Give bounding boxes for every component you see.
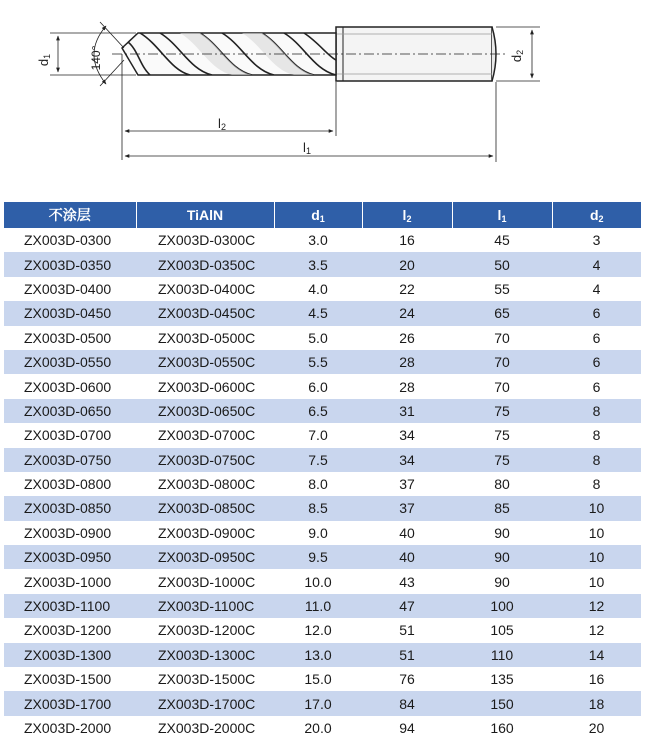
l1-value: 55 [452, 277, 552, 301]
d2-value: 8 [552, 423, 641, 447]
tialn-code: ZX003D-0450C [136, 301, 274, 325]
l2-value: 34 [362, 448, 452, 472]
d1-value: 6.5 [274, 399, 362, 423]
d2-value: 12 [552, 618, 641, 642]
d1-value: 5.0 [274, 326, 362, 350]
tialn-code: ZX003D-1700C [136, 691, 274, 715]
table-row [4, 643, 641, 667]
l2-value: 40 [362, 521, 452, 545]
table-row [4, 326, 641, 350]
tialn-code: ZX003D-1100C [136, 594, 274, 618]
uncoated-code: ZX003D-2000 [4, 716, 136, 740]
uncoated-code: ZX003D-0600 [4, 374, 136, 398]
l2-value: 31 [362, 399, 452, 423]
l1-value: 135 [452, 667, 552, 691]
l1-value: 70 [452, 374, 552, 398]
l1-value: 85 [452, 496, 552, 520]
tialn-code: ZX003D-1300C [136, 643, 274, 667]
d1-value: 15.0 [274, 667, 362, 691]
table-row [4, 252, 641, 276]
table-row [4, 545, 641, 569]
l2-value: 24 [362, 301, 452, 325]
uncoated-code: ZX003D-1300 [4, 643, 136, 667]
l1-value: 45 [452, 228, 552, 252]
uncoated-code: ZX003D-0500 [4, 326, 136, 350]
table-row [4, 423, 641, 447]
header-d1: $d_1$ [274, 202, 362, 228]
l1-value: 100 [452, 594, 552, 618]
tialn-code: ZX003D-0700C [136, 423, 274, 447]
l2-label: l2 [218, 116, 226, 132]
d1-value: 6.0 [274, 374, 362, 398]
l2-value: 26 [362, 326, 452, 350]
l2-value: 20 [362, 252, 452, 276]
d2-value: 14 [552, 643, 641, 667]
uncoated-code: ZX003D-0450 [4, 301, 136, 325]
tialn-code: ZX003D-2000C [136, 716, 274, 740]
l2-value: 51 [362, 643, 452, 667]
l1-value: 105 [452, 618, 552, 642]
header-l2: $l_2$ [362, 202, 452, 228]
d2-value: 10 [552, 521, 641, 545]
d2-value: 3 [552, 228, 641, 252]
d2-value: 12 [552, 594, 641, 618]
d1-value: 5.5 [274, 350, 362, 374]
d2-value: 6 [552, 326, 641, 350]
d2-value: 8 [552, 472, 641, 496]
tialn-code: ZX003D-0300C [136, 228, 274, 252]
spec-table [4, 202, 641, 740]
uncoated-code: ZX003D-1500 [4, 667, 136, 691]
table-row [4, 350, 641, 374]
header-l1: $l_1$ [452, 202, 552, 228]
d2-value: 16 [552, 667, 641, 691]
d2-value: 20 [552, 716, 641, 740]
uncoated-code: ZX003D-1100 [4, 594, 136, 618]
d2-label: d2 [509, 49, 525, 63]
tialn-code: ZX003D-0900C [136, 521, 274, 545]
tialn-code: ZX003D-1000C [136, 569, 274, 593]
d1-value: 12.0 [274, 618, 362, 642]
table-row [4, 399, 641, 423]
l2-value: 22 [362, 277, 452, 301]
d1-value: 7.5 [274, 448, 362, 472]
uncoated-code: ZX003D-0550 [4, 350, 136, 374]
l1-value: 80 [452, 472, 552, 496]
l1-value: 160 [452, 716, 552, 740]
l1-value: 90 [452, 545, 552, 569]
d1-value: 4.0 [274, 277, 362, 301]
d1-value: 10.0 [274, 569, 362, 593]
d1-value: 3.0 [274, 228, 362, 252]
d1-value: 8.5 [274, 496, 362, 520]
l1-value: 75 [452, 448, 552, 472]
d1-value: 7.0 [274, 423, 362, 447]
l1-value: 110 [452, 643, 552, 667]
tialn-code: ZX003D-0750C [136, 448, 274, 472]
d2-value: 8 [552, 448, 641, 472]
d1-value: 20.0 [274, 716, 362, 740]
l2-value: 43 [362, 569, 452, 593]
l2-value: 28 [362, 350, 452, 374]
table-row [4, 448, 641, 472]
l1-value: 75 [452, 423, 552, 447]
tialn-code: ZX003D-0600C [136, 374, 274, 398]
uncoated-code: ZX003D-0850 [4, 496, 136, 520]
d2-value: 6 [552, 301, 641, 325]
angle-label: 140° [89, 45, 103, 71]
d2-value: 18 [552, 691, 641, 715]
table-row [4, 667, 641, 691]
tialn-code: ZX003D-0650C [136, 399, 274, 423]
d2-value: 10 [552, 496, 641, 520]
tialn-code: ZX003D-0350C [136, 252, 274, 276]
d2-value: 4 [552, 252, 641, 276]
tialn-code: ZX003D-1200C [136, 618, 274, 642]
l2-value: 37 [362, 496, 452, 520]
d1-label: d1 [36, 53, 52, 67]
d2-value: 10 [552, 569, 641, 593]
d1-value: 3.5 [274, 252, 362, 276]
header-tialn: TiAlN [136, 202, 274, 228]
l1-value: 70 [452, 350, 552, 374]
l1-value: 90 [452, 521, 552, 545]
d1-value: 9.5 [274, 545, 362, 569]
l2-value: 76 [362, 667, 452, 691]
drill-diagram [0, 0, 645, 200]
header-row [4, 202, 641, 228]
l1-value: 150 [452, 691, 552, 715]
uncoated-code: ZX003D-1200 [4, 618, 136, 642]
table-row [4, 301, 641, 325]
d1-value: 9.0 [274, 521, 362, 545]
uncoated-code: ZX003D-0300 [4, 228, 136, 252]
d1-value: 4.5 [274, 301, 362, 325]
tialn-code: ZX003D-0950C [136, 545, 274, 569]
table-row [4, 277, 641, 301]
l2-value: 94 [362, 716, 452, 740]
uncoated-code: ZX003D-0900 [4, 521, 136, 545]
l1-value: 65 [452, 301, 552, 325]
d1-value: 13.0 [274, 643, 362, 667]
l1-label: l1 [303, 140, 311, 156]
table-row [4, 716, 641, 740]
uncoated-code: ZX003D-0400 [4, 277, 136, 301]
uncoated-code: ZX003D-0950 [4, 545, 136, 569]
l2-value: 47 [362, 594, 452, 618]
l1-value: 50 [452, 252, 552, 276]
l2-value: 34 [362, 423, 452, 447]
table-row [4, 521, 641, 545]
d2-value: 6 [552, 350, 641, 374]
table-row [4, 569, 641, 593]
d2-value: 4 [552, 277, 641, 301]
header-uncoated: 不涂层 [4, 202, 136, 228]
tialn-code: ZX003D-0550C [136, 350, 274, 374]
uncoated-code: ZX003D-0750 [4, 448, 136, 472]
l2-value: 37 [362, 472, 452, 496]
l2-value: 28 [362, 374, 452, 398]
d2-value: 10 [552, 545, 641, 569]
table-row [4, 496, 641, 520]
tialn-code: ZX003D-1500C [136, 667, 274, 691]
table-row [4, 618, 641, 642]
d1-value: 17.0 [274, 691, 362, 715]
l1-value: 90 [452, 569, 552, 593]
uncoated-code: ZX003D-0800 [4, 472, 136, 496]
l2-value: 84 [362, 691, 452, 715]
table-row [4, 228, 641, 252]
l1-value: 70 [452, 326, 552, 350]
l2-value: 16 [362, 228, 452, 252]
uncoated-code: ZX003D-1000 [4, 569, 136, 593]
l2-value: 40 [362, 545, 452, 569]
header-d2: $d_2$ [552, 202, 641, 228]
table-row [4, 594, 641, 618]
l1-value: 75 [452, 399, 552, 423]
table-row [4, 691, 641, 715]
d1-value: 11.0 [274, 594, 362, 618]
d2-value: 8 [552, 399, 641, 423]
uncoated-code: ZX003D-1700 [4, 691, 136, 715]
uncoated-code: ZX003D-0350 [4, 252, 136, 276]
uncoated-code: ZX003D-0650 [4, 399, 136, 423]
tialn-code: ZX003D-0500C [136, 326, 274, 350]
table-row [4, 472, 641, 496]
table-row [4, 374, 641, 398]
l2-value: 51 [362, 618, 452, 642]
d1-value: 8.0 [274, 472, 362, 496]
d2-value: 6 [552, 374, 641, 398]
tialn-code: ZX003D-0800C [136, 472, 274, 496]
tialn-code: ZX003D-0850C [136, 496, 274, 520]
tialn-code: ZX003D-0400C [136, 277, 274, 301]
uncoated-code: ZX003D-0700 [4, 423, 136, 447]
